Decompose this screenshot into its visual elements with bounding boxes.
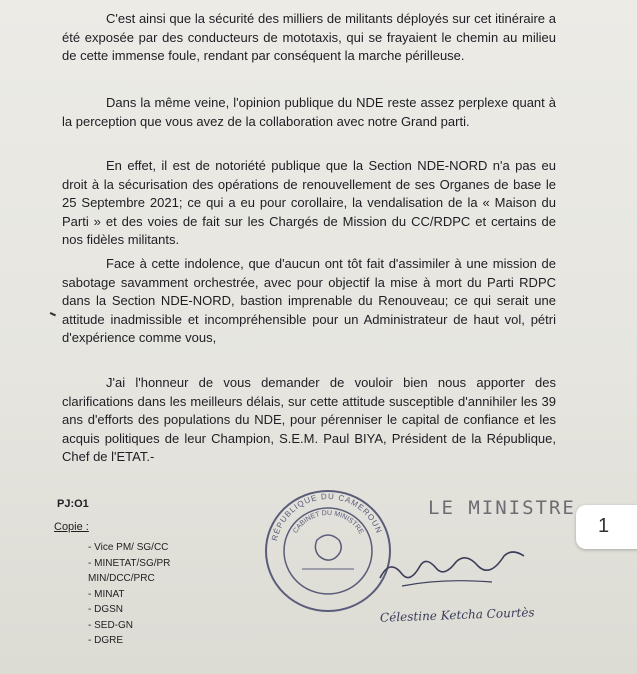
page-indicator-badge — [576, 505, 637, 549]
stamp-outer-text: RÉPUBLIQUE DU CAMEROUN — [270, 491, 384, 542]
cc-item: MIN/DCC/PRC — [88, 573, 155, 584]
cc-list — [88, 540, 170, 649]
stamp-inner-text: CABINET DU MINISTRE — [292, 509, 365, 536]
cc-item: - DGSN — [88, 604, 123, 615]
minister-title: LE MINISTRE — [428, 497, 576, 519]
page-number: 1 — [598, 515, 610, 537]
paragraph-2: Dans la même veine, l'opinion publique du NDE reste assez perplexe quant à la perception que vous avez de la collaboration avec notre Grand parti. — [62, 95, 556, 129]
cc-item: - MINETAT/SG/PR — [88, 557, 171, 569]
paragraph-4: Face à cette indolence, que d'aucun ont tôt fait d'assimiler à une mission de sabotage savamment orchestrée, avec pour objectif la mise à mort du Parti RDPC dans la Section NDE-NORD, bastion imprenable du Renouveau; ce qui serait une attitude inadmissible et incompréhensible pour un Administrateur de haut vol, pétri d'expérience comme vous, — [62, 256, 556, 345]
paragraph-3: En effet, il est de notoriété publique que la Section NDE-NORD n'a pas eu droit à la sécurisation des opérations de renouvellement de ses Organes de base le 25 Septembre 2021; ce qui a eu pour corollaire, la vendalisation de la « Maison du Parti » et des voies de fait sur les Chargés de Mission du CC/RDPC et certains de nos fidèles militants. — [62, 158, 556, 247]
attachments-count: PJ:O1 — [57, 498, 89, 510]
cc-item: - DGRE — [88, 635, 123, 646]
cc-item: - Vice PM/ SG/CC — [88, 542, 169, 553]
paragraph-1: C'est ainsi que la sécurité des milliers de militants déployés sur cet itinéraire a été exposée par des conducteurs de mototaxis, qui se frayaient le chemin au milieu de cette immense foule, rendant par conséquent la marche périlleuse. — [62, 11, 556, 63]
signature-name: Célestine Ketcha Courtès — [379, 605, 535, 625]
cc-item: - MINAT — [88, 588, 125, 600]
stray-pen-mark — [48, 312, 56, 320]
signature-scribble — [372, 548, 532, 598]
svg-text:CABINET DU MINISTRE — [292, 510, 364, 536]
paragraph-5: J'ai l'honneur de vous demander de vouloir bien nous apporter des clarifications dans les meilleurs délais, sur cette attitude susceptible d'annihiler les 39 ans d'efforts des populations du NDE, pour pérenniser le capital de confiance et les acquis politiques de leur Champion, S.E.M. Paul BIYA, Président de la République, Chef de l'ETAT.- — [62, 375, 556, 464]
cc-item: - SED-GN — [88, 619, 133, 631]
copy-label: Copie : — [54, 521, 89, 533]
